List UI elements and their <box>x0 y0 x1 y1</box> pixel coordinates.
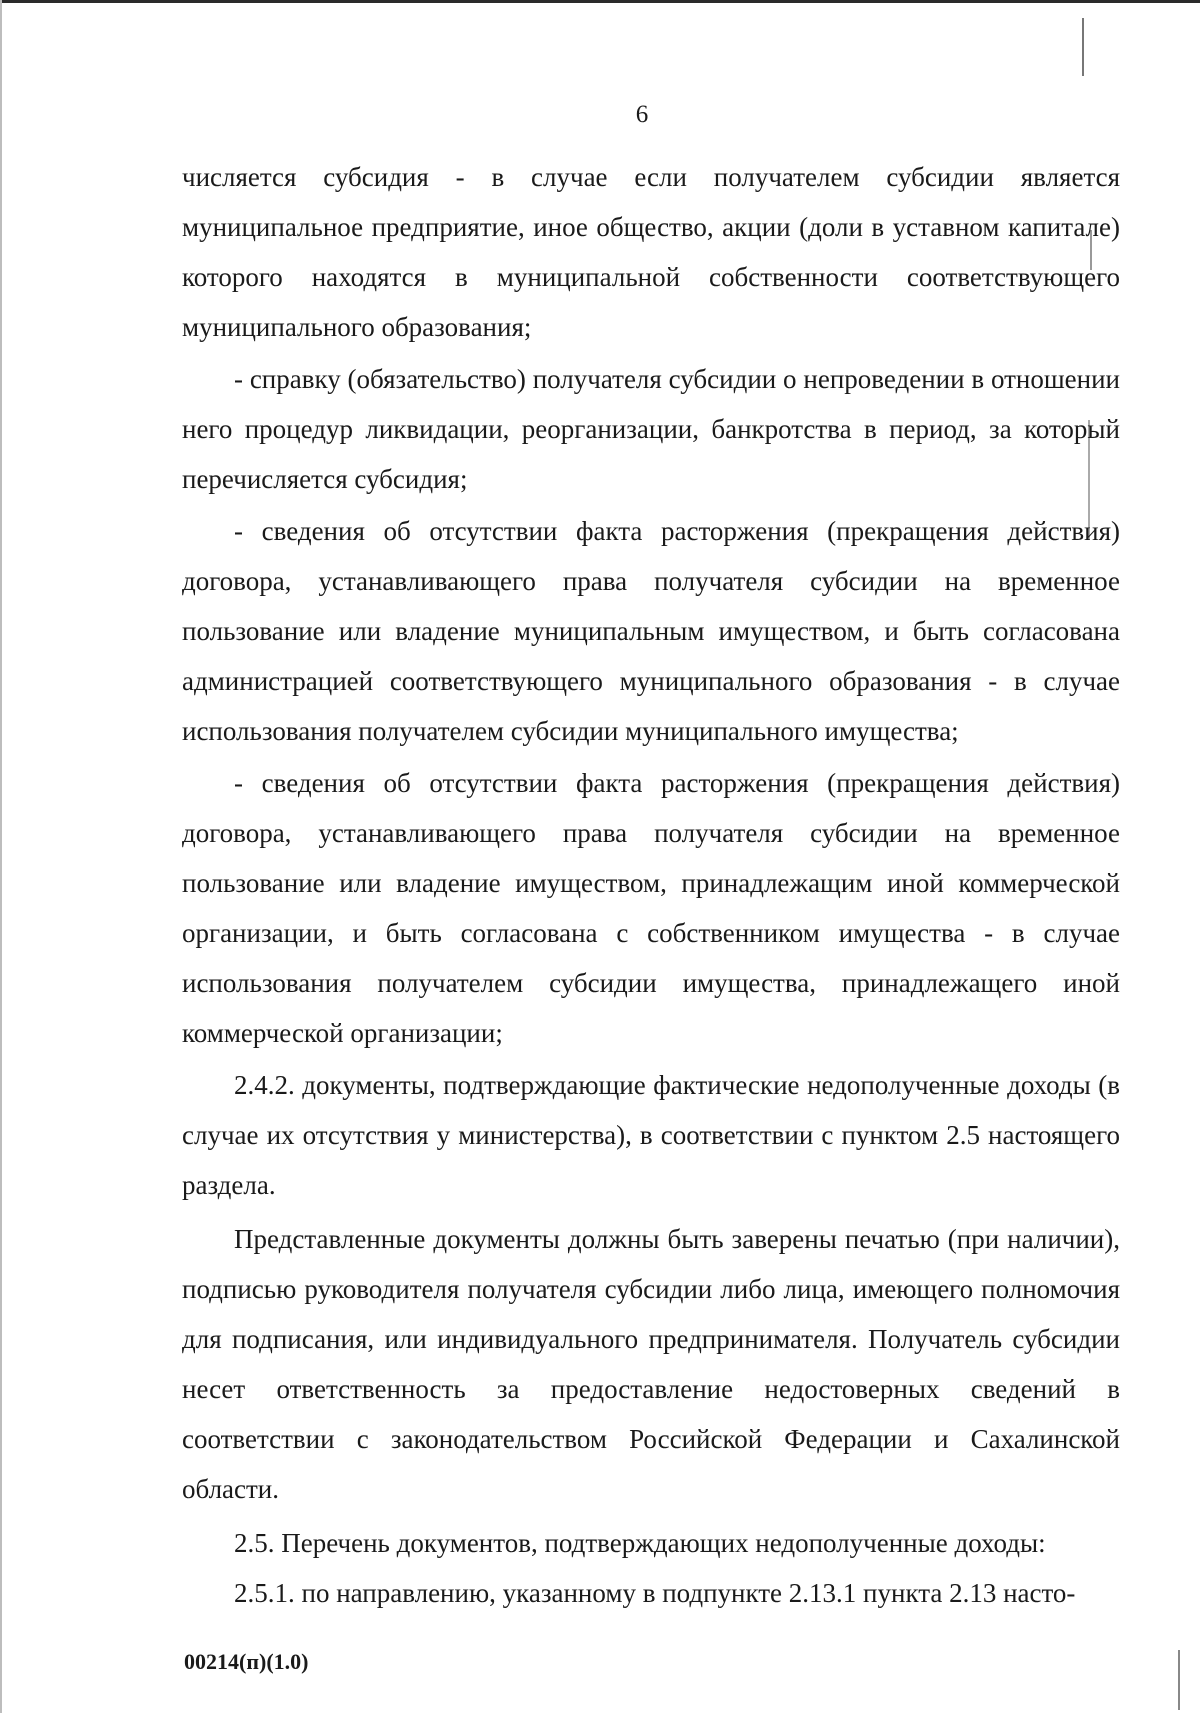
paragraph-2-5: 2.5. Перечень документов, подтверждающих недополученные доходы: <box>234 1528 1046 1558</box>
paragraph-municipal-property: - сведения об отсутствии факта расторжения (прекращения действия) договора, устанавливающего права получателя субсидии на временное пользование или владение муниципальным имуществом, и быть согласована администрацией соответствующего муниципального образования - в случае использования получателем субсидии муниципального имущества; <box>182 516 1120 746</box>
paragraph-2-4-2: 2.4.2. документы, подтверждающие фактические недополученные доходы (в случае их отсутствия у министерства), в соответствии с пунктом 2.5 настоящего раздела. <box>182 1070 1120 1200</box>
paragraph-2-5-1: 2.5.1. по направлению, указанному в подпункте 2.13.1 пункта 2.13 насто- <box>234 1578 1076 1608</box>
paragraph-continuation: числяется субсидия - в случае если получателем субсидии является муниципальное предприятие, иное общество, акции (доли в уставном капитале) которого находятся в муниципальной собственности соответствующего муниципального образования; <box>182 162 1120 342</box>
paragraph-commercial-property: - сведения об отсутствии факта расторжения (прекращения действия) договора, устанавливающего права получателя субсидии на временное пользование или владение имуществом, принадлежащим иной коммерческой организации, и быть согласована с собственником имущества - в случае использования получателем субсидии имущества, принадлежащего иной коммерческой организации; <box>182 768 1120 1048</box>
scan-artifact-line <box>1082 18 1084 76</box>
scan-artifact-line <box>1178 1650 1180 1710</box>
paragraph-certification: Представленные документы должны быть заверены печатью (при наличии), подписью руководителя получателя субсидии либо лица, имеющего полномочия для подписания, или индивидуального предпринимателя. Получатель субсидии несет ответственность за предоставление недостоверных сведений в соответствии с законодательством Российской Федерации и Сахалинской области. <box>182 1224 1120 1504</box>
scan-left-edge <box>0 0 2 1713</box>
paragraph-obligation-certificate: - справку (обязательство) получателя субсидии о непроведении в отношении него процедур ликвидации, реорганизации, банкротства в период, за который перечисляется субсидия; <box>182 364 1120 494</box>
page-number: 6 <box>635 101 649 128</box>
document-code: 00214(п)(1.0) <box>184 1649 309 1674</box>
document-body <box>182 152 1120 1618</box>
scan-top-edge <box>0 0 1200 3</box>
